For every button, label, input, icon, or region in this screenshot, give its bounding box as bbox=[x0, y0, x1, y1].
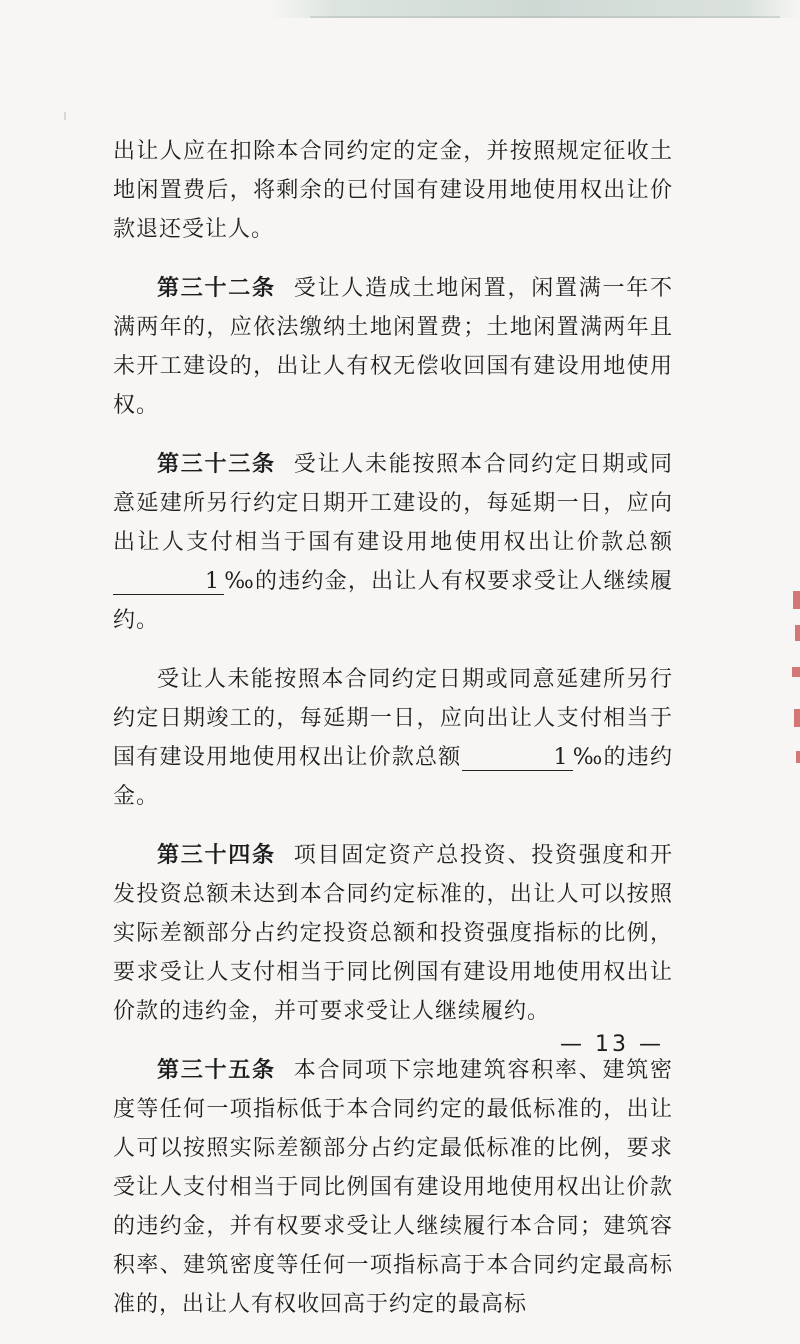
stamp-mark bbox=[793, 591, 800, 609]
stamp-mark bbox=[796, 751, 800, 763]
penalty-rate-blank bbox=[113, 570, 224, 595]
red-stamp-edge bbox=[788, 585, 800, 775]
article-33-second-text-before: 受让人未能按照本合同约定日期或同意延建所另行约定日期竣工的，每延期一日，应向出让人支付相当于国有建设用地使用权出让价款总额 bbox=[113, 667, 673, 770]
paragraph-carryover: 出让人应在扣除本合同约定的定金，并按照规定征收土地闲置费后，将剩余的已付国有建设用地使用权出让价款退还受让人。 bbox=[113, 139, 673, 242]
contract-text bbox=[113, 132, 673, 1344]
article-33-second-paragraph bbox=[113, 660, 673, 816]
article-35-title: 第三十五条 bbox=[157, 1058, 276, 1083]
stamp-mark bbox=[792, 667, 800, 677]
article-32 bbox=[113, 269, 673, 425]
article-35-text: 本合同项下宗地建筑容积率、建筑密度等任何一项指标低于本合同约定的最低标准的，出让人可以按照实际差额部分占约定最低标准的比例，要求受让人支付相当于同比例国有建设用地使用权出让价款的违约金，并有权要求受让人继续履行本合同；建筑容积率、建筑密度等任何一项指标高于本合同约定最高标准的，出让人有权收回高于约定的最高标 bbox=[113, 1058, 673, 1317]
article-34 bbox=[113, 836, 673, 1031]
stamp-mark bbox=[795, 625, 800, 641]
completion-penalty-blank bbox=[462, 746, 573, 771]
scan-shadow bbox=[270, 0, 800, 18]
article-32-text: 受让人造成土地闲置，闲置满一年不满两年的，应依法缴纳土地闲置费；土地闲置满两年且未开工建设的，出让人有权无偿收回国有建设用地使用权。 bbox=[113, 276, 673, 418]
article-33-second-text-after: ‰的违约金。 bbox=[113, 745, 673, 809]
article-35 bbox=[113, 1051, 673, 1324]
penalty-rate-value: 1 bbox=[205, 569, 220, 594]
article-34-title: 第三十四条 bbox=[157, 843, 276, 868]
page-number: — 13 — bbox=[560, 1032, 664, 1057]
margin-mark bbox=[64, 112, 66, 120]
stamp-mark bbox=[794, 709, 800, 727]
article-33-title: 第三十三条 bbox=[157, 452, 276, 477]
article-34-text: 项目固定资产总投资、投资强度和开发投资总额未达到本合同约定标准的，出让人可以按照实际差额部分占约定投资总额和投资强度指标的比例，要求受让人支付相当于同比例国有建设用地使用权出让价款的违约金，并可要求受让人继续履约。 bbox=[113, 843, 673, 1024]
completion-penalty-value: 1 bbox=[553, 745, 569, 770]
article-32-title: 第三十二条 bbox=[157, 276, 276, 301]
article-33-text-after: ‰的违约金，出让人有权要求受让人继续履约。 bbox=[113, 569, 673, 633]
article-33-text-before: 受让人未能按照本合同约定日期或同意延建所另行约定日期开工建设的，每延期一日，应向出让人支付相当于国有建设用地使用权出让价款总额 bbox=[113, 452, 673, 555]
article-33 bbox=[113, 445, 673, 640]
